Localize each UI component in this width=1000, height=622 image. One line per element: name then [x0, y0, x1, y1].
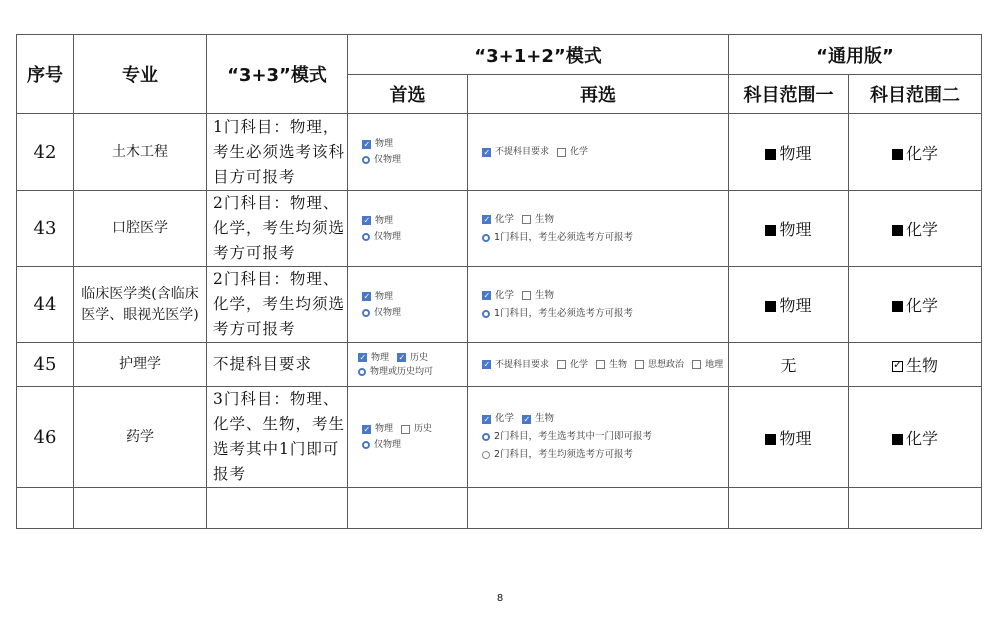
- radio-button[interactable]: [362, 156, 370, 164]
- checkbox-chemistry[interactable]: [482, 291, 491, 300]
- filled-square-icon: [765, 149, 776, 160]
- first-choice-cell: ✓ 物理 仅物理: [348, 267, 468, 343]
- row-seq: 42: [17, 114, 74, 191]
- checkbox-biology[interactable]: [522, 291, 531, 300]
- first-choice-cell: [348, 114, 468, 191]
- range-2-cell: 化学: [849, 114, 982, 191]
- checkbox-physics[interactable]: [358, 353, 367, 362]
- row-major: 土木工程: [74, 114, 207, 191]
- row-mode-3-3: 3门科目：物理、化学、生物，考生选考其中1门即可报考: [207, 387, 348, 488]
- filled-square-icon: [765, 434, 776, 445]
- header-second-choice: 再选: [468, 75, 729, 114]
- row-seq: 44: [17, 267, 74, 343]
- table-row: [17, 267, 982, 343]
- requirements-table: [16, 34, 982, 529]
- radio-button[interactable]: [482, 433, 490, 441]
- checkbox-chemistry[interactable]: [482, 415, 491, 424]
- range-1-cell: 无: [729, 343, 849, 387]
- first-choice-cell: ✓ 物理 历史 仅物理: [348, 387, 468, 488]
- second-choice-cell: ✓ 不提科目要求 化学 生物 思想政治 地理: [468, 343, 729, 387]
- row-mode-3-3: 1门科目：物理，考生必须选考该科目方可报考: [207, 114, 348, 191]
- row-mode-3-3: 不提科目要求: [207, 343, 348, 387]
- row-major: 药学: [74, 387, 207, 488]
- header-general: “通用版”: [729, 35, 982, 75]
- checkbox-geography[interactable]: [692, 360, 701, 369]
- option-label: 不提科目要求: [495, 147, 550, 157]
- checkbox-history[interactable]: [397, 353, 406, 362]
- checkbox-no-requirement[interactable]: [482, 360, 491, 369]
- checkbox-chemistry[interactable]: [557, 360, 566, 369]
- checkbox-history[interactable]: [401, 425, 410, 434]
- header-range-1: 科目范围一: [729, 75, 849, 114]
- page-number: 8: [496, 593, 504, 604]
- row-seq: 45: [17, 343, 74, 387]
- checked-box-icon: [892, 361, 903, 372]
- checkbox-physics[interactable]: [362, 425, 371, 434]
- checkbox-chemistry[interactable]: [482, 215, 491, 224]
- header-mode-3-1-2: “3+1+2”模式: [348, 35, 729, 75]
- first-choice-cell: ✓ 物理 仅物理: [348, 191, 468, 267]
- radio-button[interactable]: [362, 233, 370, 241]
- checkbox-politics[interactable]: [635, 360, 644, 369]
- radio-button[interactable]: [358, 368, 366, 376]
- row-major: 护理学: [74, 343, 207, 387]
- table-row: [17, 114, 982, 191]
- range-2-cell: 化学: [849, 191, 982, 267]
- table-row-empty: [17, 488, 982, 529]
- option-label: 仅物理: [374, 155, 402, 165]
- option-label: 物理: [375, 139, 394, 149]
- filled-square-icon: [892, 225, 903, 236]
- radio-button[interactable]: [362, 309, 370, 317]
- header-major: 专业: [74, 35, 207, 114]
- checkbox-biology[interactable]: [522, 215, 531, 224]
- first-choice-cell: ✓ 物理 ✓ 历史 物理或历史均可: [348, 343, 468, 387]
- table-row: [17, 387, 982, 488]
- range-2-cell: 化学: [849, 387, 982, 488]
- table-row: [17, 191, 982, 267]
- radio-button[interactable]: [362, 441, 370, 449]
- row-seq: 46: [17, 387, 74, 488]
- header-mode-3-3: “3+3”模式: [207, 35, 348, 114]
- row-seq: 43: [17, 191, 74, 267]
- option-label: 化学: [570, 147, 589, 157]
- checkbox-no-requirement[interactable]: [482, 148, 491, 157]
- second-choice-cell: [468, 114, 729, 191]
- range-2-cell: 化学: [849, 267, 982, 343]
- radio-button[interactable]: [482, 234, 490, 242]
- row-major: 口腔医学: [74, 191, 207, 267]
- filled-square-icon: [765, 301, 776, 312]
- range-1-cell: 物理: [729, 387, 849, 488]
- radio-button[interactable]: [482, 451, 490, 459]
- checkbox-chemistry[interactable]: [557, 148, 566, 157]
- row-major: 临床医学类(含临床医学、眼视光医学): [74, 267, 207, 343]
- checkbox-biology[interactable]: [596, 360, 605, 369]
- checkbox-physics[interactable]: [362, 216, 371, 225]
- range-2-cell: ✓ 生物: [849, 343, 982, 387]
- row-mode-3-3: 2门科目：物理、化学，考生均须选考方可报考: [207, 191, 348, 267]
- range-1-cell: 物理: [729, 191, 849, 267]
- checkbox-physics[interactable]: [362, 292, 371, 301]
- filled-square-icon: [892, 434, 903, 445]
- range-1-cell: 物理: [729, 114, 849, 191]
- range-1-cell: 物理: [729, 267, 849, 343]
- header-seq: 序号: [17, 35, 74, 114]
- filled-square-icon: [892, 149, 903, 160]
- radio-button[interactable]: [482, 310, 490, 318]
- checkbox-physics[interactable]: [362, 140, 371, 149]
- header-range-2: 科目范围二: [849, 75, 982, 114]
- filled-square-icon: [765, 225, 776, 236]
- filled-square-icon: [892, 301, 903, 312]
- table-row: [17, 343, 982, 387]
- second-choice-cell: ✓ 化学 生物 1门科目，考生必须选考方可报考: [468, 191, 729, 267]
- second-choice-cell: ✓ 化学 生物 1门科目，考生必须选考方可报考: [468, 267, 729, 343]
- header-first-choice: 首选: [348, 75, 468, 114]
- checkbox-biology[interactable]: [522, 415, 531, 424]
- second-choice-cell: ✓ 化学 ✓ 生物 2门科目，考生选考其中一门即可报考 2门科目，考生均须选考方可报考: [468, 387, 729, 488]
- row-mode-3-3: 2门科目：物理、化学，考生均须选考方可报考: [207, 267, 348, 343]
